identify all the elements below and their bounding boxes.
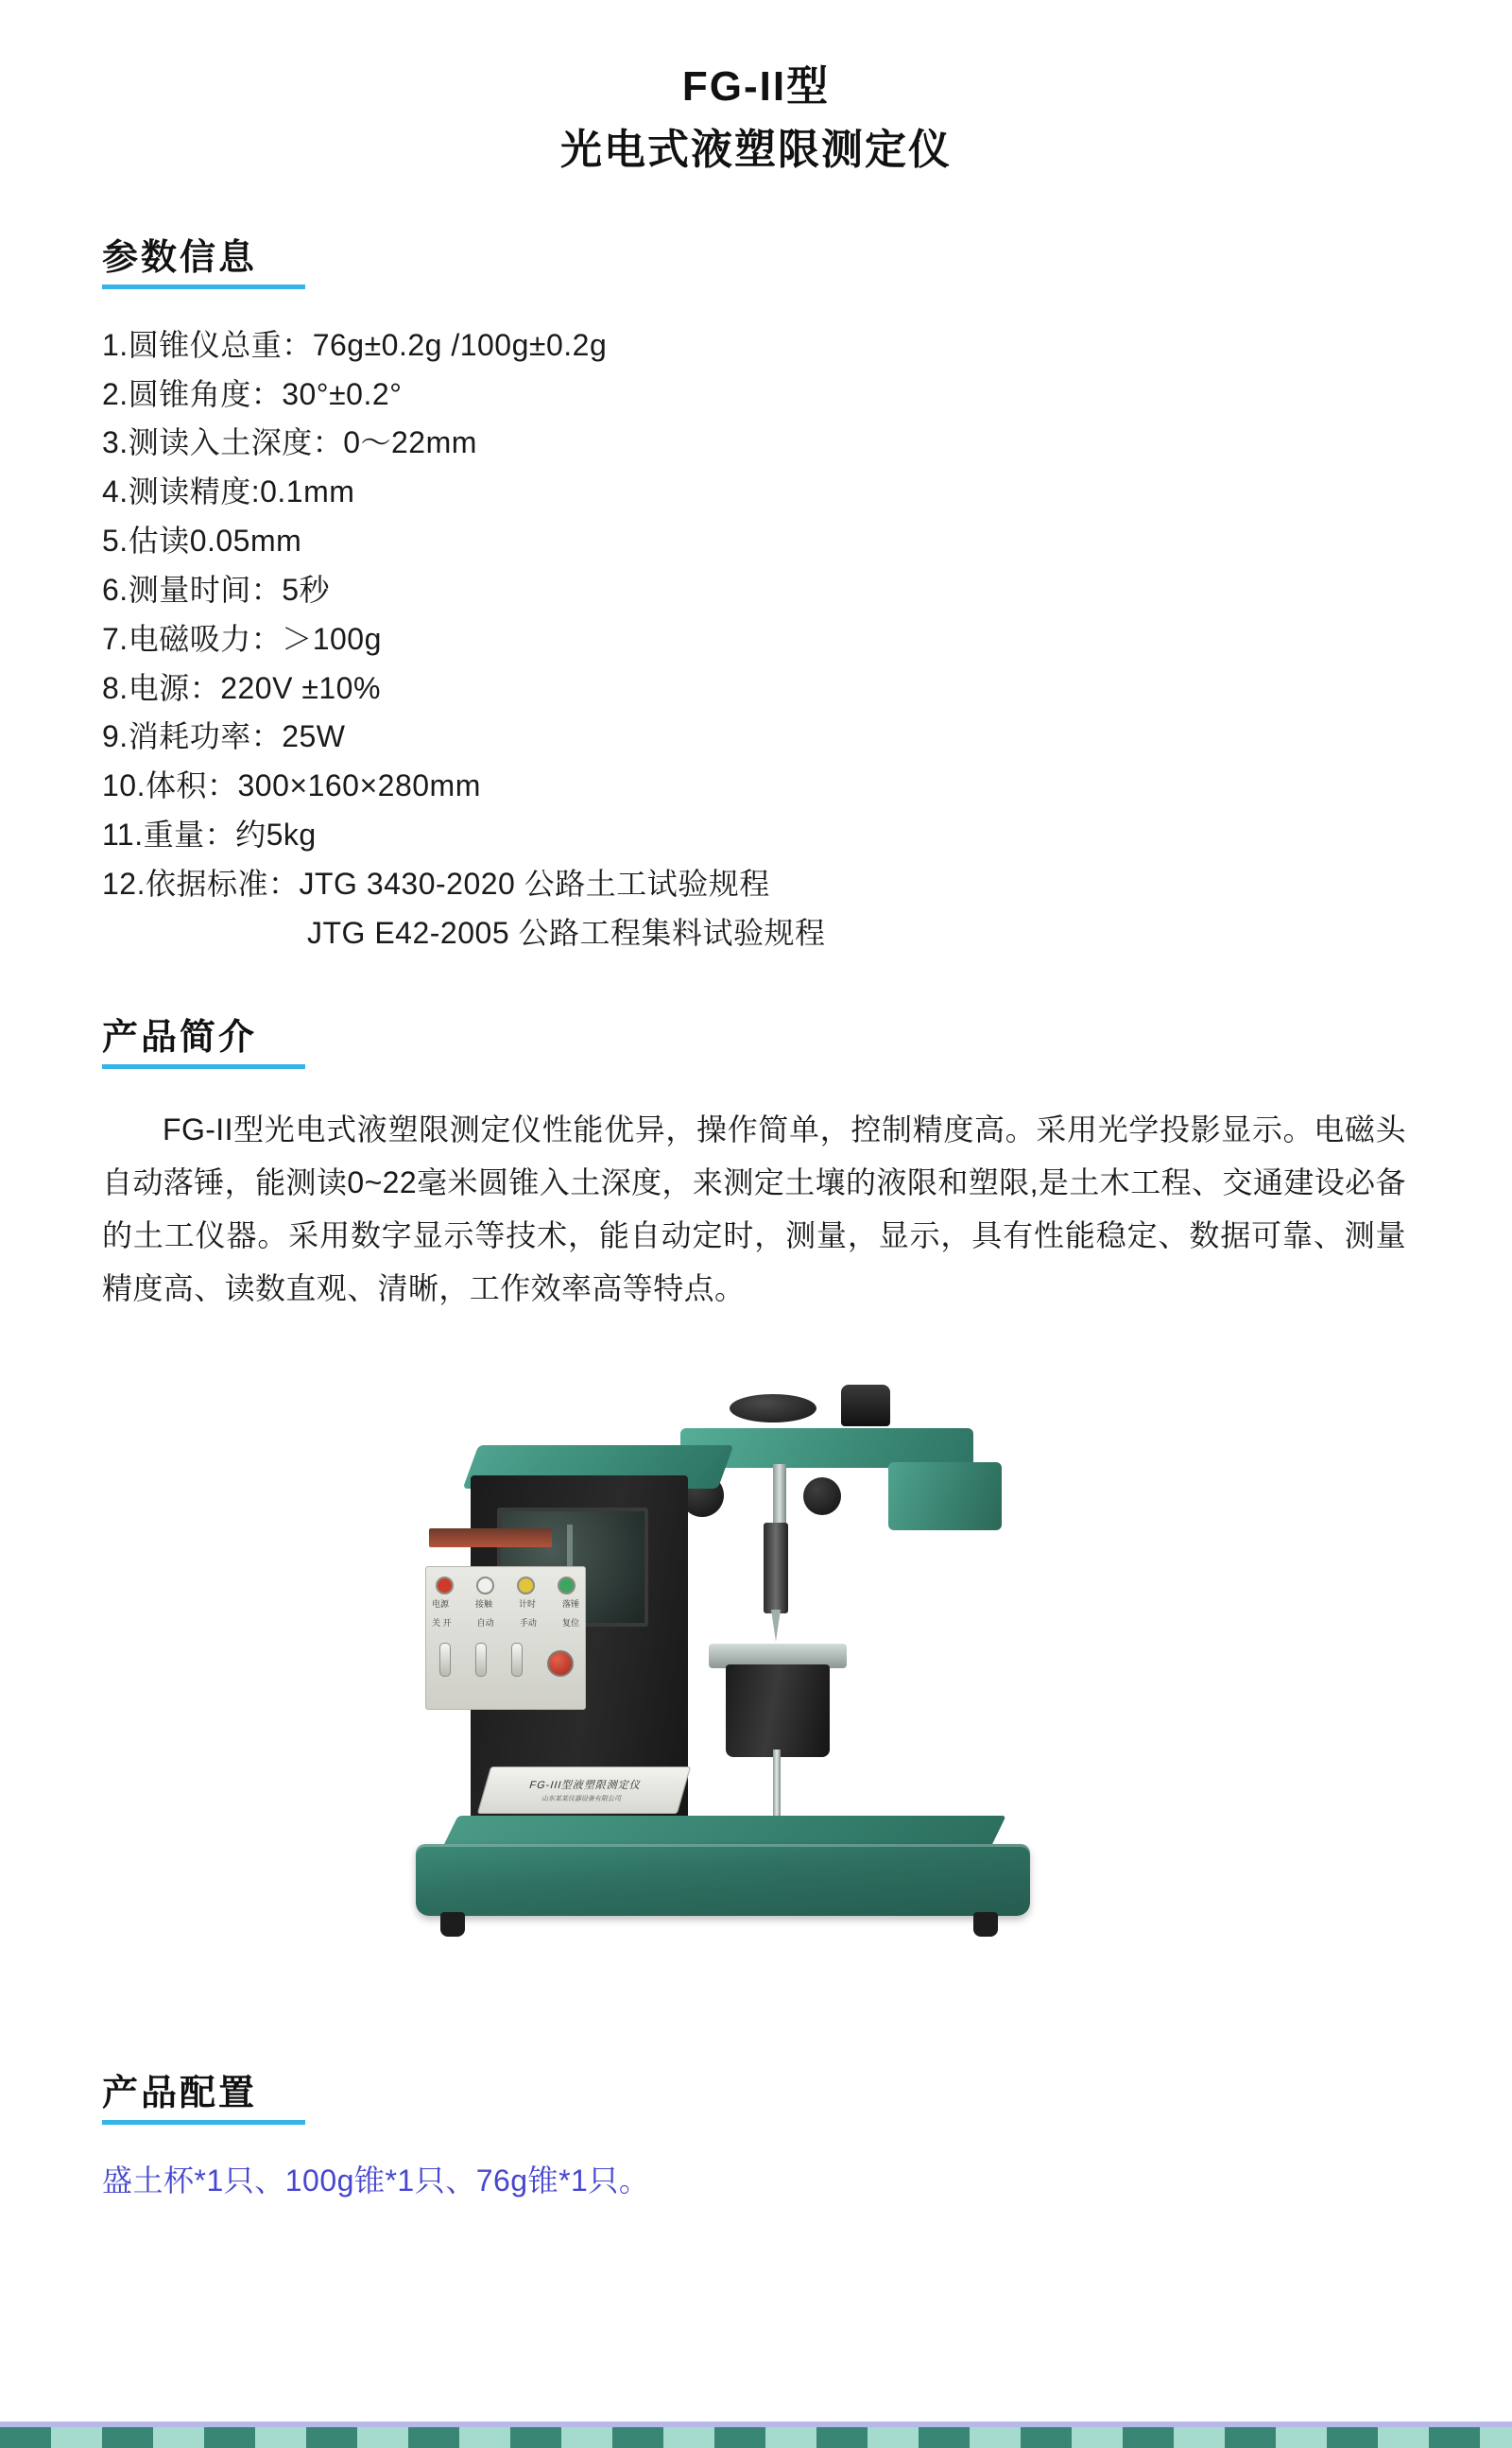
page-title [0,0,1512,179]
panel-label-timer: 计时 [518,1598,536,1609]
list-item: 12.依据标准：JTG 3430-2020 公路土工试验规程 [102,866,770,901]
switch-row [439,1643,574,1677]
heading-underline [102,284,305,289]
configuration-text: 盛土杯*1只、100g锥*1只、76g锥*1只。 [102,2163,650,2198]
heading-underline [102,2120,305,2125]
nameplate-company: 山东某某仪器设备有限公司 [541,1795,623,1802]
machine-nameplate [477,1767,691,1814]
arm-block [888,1462,1002,1530]
base-foot-left [440,1912,465,1937]
parameters-standard-secondary: JTG E42-2005 公路工程集料试验规程 [307,915,826,950]
parameters-heading-label: 参数信息 [102,237,258,278]
page-title-name: 光电式液塑限测定仪 [560,127,952,174]
introduction-section [0,958,1512,1315]
list-item: 4.测读精度:0.1mm [102,474,355,509]
top-knob-icon [730,1394,816,1422]
cone-assembly [764,1523,788,1613]
panel-label-contact: 接触 [474,1598,492,1609]
cone-tip [771,1610,781,1642]
product-image [0,1353,1512,2014]
footer-pattern [0,2427,1512,2448]
nameplate-model: FG-III型液塑限测定仪 [527,1779,644,1791]
panel-label-reset: 复位 [561,1617,579,1628]
base-foot-right [973,1912,998,1937]
list-item: 1.圆锥仪总重：76g±0.2g /100g±0.2g [102,327,608,362]
panel-label-auto: 自动 [476,1617,494,1628]
configuration-heading [102,2063,257,2125]
indicator-lamp-row [436,1577,576,1595]
panel-label-row-2 [432,1616,579,1629]
side-knob-icon-2 [803,1477,841,1515]
list-item: 8.电源：220V ±10% [102,670,381,705]
page-title-model: FG-II型 [681,63,831,110]
list-item: 7.电磁吸力：＞100g [102,621,382,656]
power-lamp-icon [436,1577,454,1595]
parameters-list [0,321,1512,909]
panel-label-drop: 落锤 [561,1598,579,1609]
parameters-heading [102,228,257,289]
configuration-section [0,2014,1512,2200]
panel-label-row-1 [432,1597,579,1610]
timer-lamp-icon [517,1577,535,1595]
reset-button-icon [547,1650,574,1677]
list-item: 6.测量时间：5秒 [102,572,330,607]
contact-lamp-icon [476,1577,494,1595]
list-item: 3.测读入土深度：0～22mm [102,425,477,460]
cone-shaft [773,1464,786,1525]
panel-label-manual: 手动 [519,1617,537,1628]
manual-toggle-switch [511,1643,523,1677]
top-block-icon [841,1385,890,1426]
list-item: 11.重量：约5kg [102,818,317,853]
list-item: 10.体积：300×160×280mm [102,768,481,803]
power-toggle-switch [439,1643,451,1677]
base-plate [416,1844,1030,1916]
control-panel [425,1566,586,1710]
introduction-paragraph: FG-II型光电式液塑限测定仪性能优异，操作简单，控制精度高。采用光学投影显示。电磁头自动落锤，能测读0~22毫米圆锥入土深度，来测定土壤的液限和塑限,是土木工程、交通建设必备的土工仪器。采用数字显示等技术，能自动定时，测量，显示，具有性能稳定、数据可靠、测量精度高、读数直观、清晰，工作效率高等特点。 [102,1112,1406,1305]
introduction-heading [102,1008,257,1069]
soil-cup [726,1664,830,1757]
list-item: 9.消耗功率：25W [102,719,346,754]
list-item: 2.圆锥角度：30°±0.2° [102,376,403,411]
introduction-heading-label: 产品简介 [102,1017,258,1058]
machine-illustration [397,1371,1087,1995]
parameters-section [0,179,1512,958]
auto-toggle-switch [475,1643,487,1677]
drop-lamp-icon [558,1577,576,1595]
panel-label-power: 电源 [432,1598,450,1609]
configuration-heading-label: 产品配置 [102,2073,258,2113]
list-item: 5.估读0.05mm [102,524,302,559]
screen-scale-strip [429,1528,552,1547]
panel-label-onoff: 关 开 [432,1617,452,1628]
heading-underline [102,1064,305,1069]
